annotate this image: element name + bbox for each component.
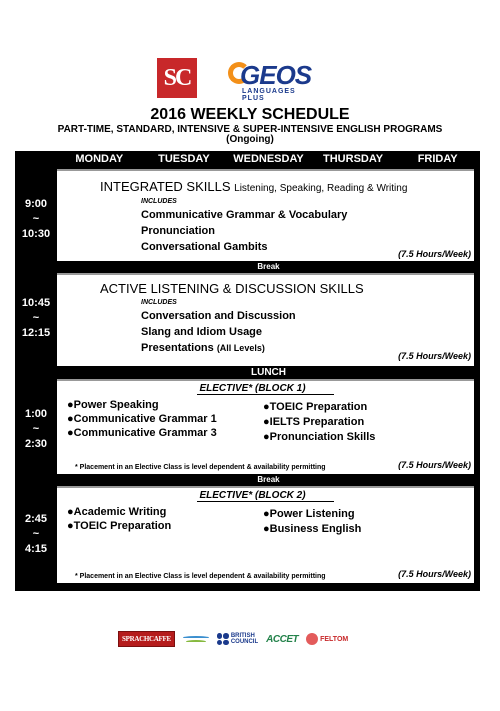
time-separator: ~ xyxy=(32,528,40,540)
list-item: Conversational Gambits xyxy=(141,241,268,253)
list-item: Presentations (All Levels) xyxy=(141,342,265,354)
wave-logo-icon xyxy=(183,632,209,646)
time-slot-3 xyxy=(15,407,57,452)
block-elective-2 xyxy=(57,486,474,583)
time-slot-4 xyxy=(15,512,57,557)
block-integrated-skills xyxy=(57,169,474,261)
list-item: ●Power Listening xyxy=(263,508,355,520)
break-bar: Break xyxy=(57,474,480,486)
day-thursday: THURSDAY xyxy=(323,153,384,165)
time-end: 4:15 xyxy=(24,543,48,555)
time-end: 12:15 xyxy=(21,327,51,339)
list-item: ●Communicative Grammar 1 xyxy=(67,413,217,425)
page-subtitle: PART-TIME, STANDARD, INTENSIVE & SUPER-INTENSIVE ENGLISH PROGRAMS xyxy=(57,124,443,135)
block-heading: ELECTIVE* (BLOCK 1) xyxy=(57,383,474,394)
list-item: ●IELTS Preparation xyxy=(263,416,365,428)
british-council-dots-icon xyxy=(217,633,229,645)
page-title: 2016 WEEKLY SCHEDULE xyxy=(150,106,350,123)
list-item: Communicative Grammar & Vocabulary xyxy=(141,209,348,221)
time-start: 1:00 xyxy=(24,408,48,420)
lunch-bar: LUNCH xyxy=(57,366,480,379)
british-council-line-1: BRITISH xyxy=(230,633,255,639)
time-start: 9:00 xyxy=(24,198,48,210)
block-heading: INTEGRATED SKILLS Listening, Speaking, Reading & Writing xyxy=(100,179,408,194)
placement-note: * Placement in an Elective Class is level dependent & availability permitting xyxy=(75,573,326,580)
footer-logos xyxy=(118,628,388,650)
list-item: ●Power Speaking xyxy=(67,399,159,411)
block-active-listening xyxy=(57,273,474,366)
block-heading-sub: Listening, Speaking, Reading & Writing xyxy=(234,183,408,194)
time-slot-1 xyxy=(15,197,57,242)
list-item: ●TOEIC Preparation xyxy=(67,520,172,532)
list-item: ●Pronunciation Skills xyxy=(263,431,376,443)
british-council-logo xyxy=(217,633,258,645)
day-tuesday: TUESDAY xyxy=(158,153,210,165)
block-heading: ELECTIVE* (BLOCK 2) xyxy=(57,490,474,501)
feltom-label: FELTOM xyxy=(320,635,349,643)
schedule-table xyxy=(15,151,480,591)
block-heading: ACTIVE LISTENING & DISCUSSION SKILLS xyxy=(100,281,364,296)
time-start: 2:45 xyxy=(24,513,48,525)
time-slot-2 xyxy=(15,296,57,341)
day-header-row xyxy=(57,151,480,168)
list-item: ●Communicative Grammar 3 xyxy=(67,427,217,439)
time-separator: ~ xyxy=(32,213,40,225)
block-elective-1 xyxy=(57,379,474,474)
list-item: ●Business English xyxy=(263,523,362,535)
sc-logo: SC xyxy=(157,58,197,98)
list-item: Slang and Idiom Usage xyxy=(141,326,263,338)
list-item: Pronunciation xyxy=(141,225,215,237)
geos-logo xyxy=(228,60,318,102)
list-item-suffix: (All Levels) xyxy=(216,343,265,353)
geos-logo-subtitle: LANGUAGES PLUS xyxy=(242,88,296,102)
list-item: Conversation and Discussion xyxy=(141,310,296,322)
feltom-circle-icon xyxy=(306,633,318,645)
list-item: ●Academic Writing xyxy=(67,506,167,518)
includes-label: INCLUDES xyxy=(141,198,177,205)
day-friday: FRIDAY xyxy=(417,153,458,165)
accet-logo: ACCET xyxy=(266,633,299,645)
break-bar: Break xyxy=(57,261,480,273)
hours-per-week: (7.5 Hours/Week) xyxy=(398,460,471,470)
hours-per-week: (7.5 Hours/Week) xyxy=(398,569,471,579)
time-end: 2:30 xyxy=(24,438,48,450)
hours-per-week: (7.5 Hours/Week) xyxy=(398,351,471,361)
day-wednesday: WEDNESDAY xyxy=(233,153,304,165)
includes-label: INCLUDES xyxy=(141,299,177,306)
time-start: 10:45 xyxy=(21,297,51,309)
day-monday: MONDAY xyxy=(75,153,124,165)
list-item: ●TOEIC Preparation xyxy=(263,401,368,413)
feltom-logo xyxy=(306,633,348,645)
page-subtitle-ongoing: (Ongoing) xyxy=(226,134,274,145)
british-council-line-2: COUNCIL xyxy=(230,639,259,645)
sprachcaffe-logo: SPRACHCAFFE xyxy=(118,631,175,647)
hours-per-week: (7.5 Hours/Week) xyxy=(398,249,471,259)
placement-note: * Placement in an Elective Class is level dependent & availability permitting xyxy=(75,464,326,471)
time-separator: ~ xyxy=(32,423,40,435)
time-end: 10:30 xyxy=(21,228,51,240)
geos-logo-word: GEOS xyxy=(240,60,312,90)
time-separator: ~ xyxy=(32,312,40,324)
